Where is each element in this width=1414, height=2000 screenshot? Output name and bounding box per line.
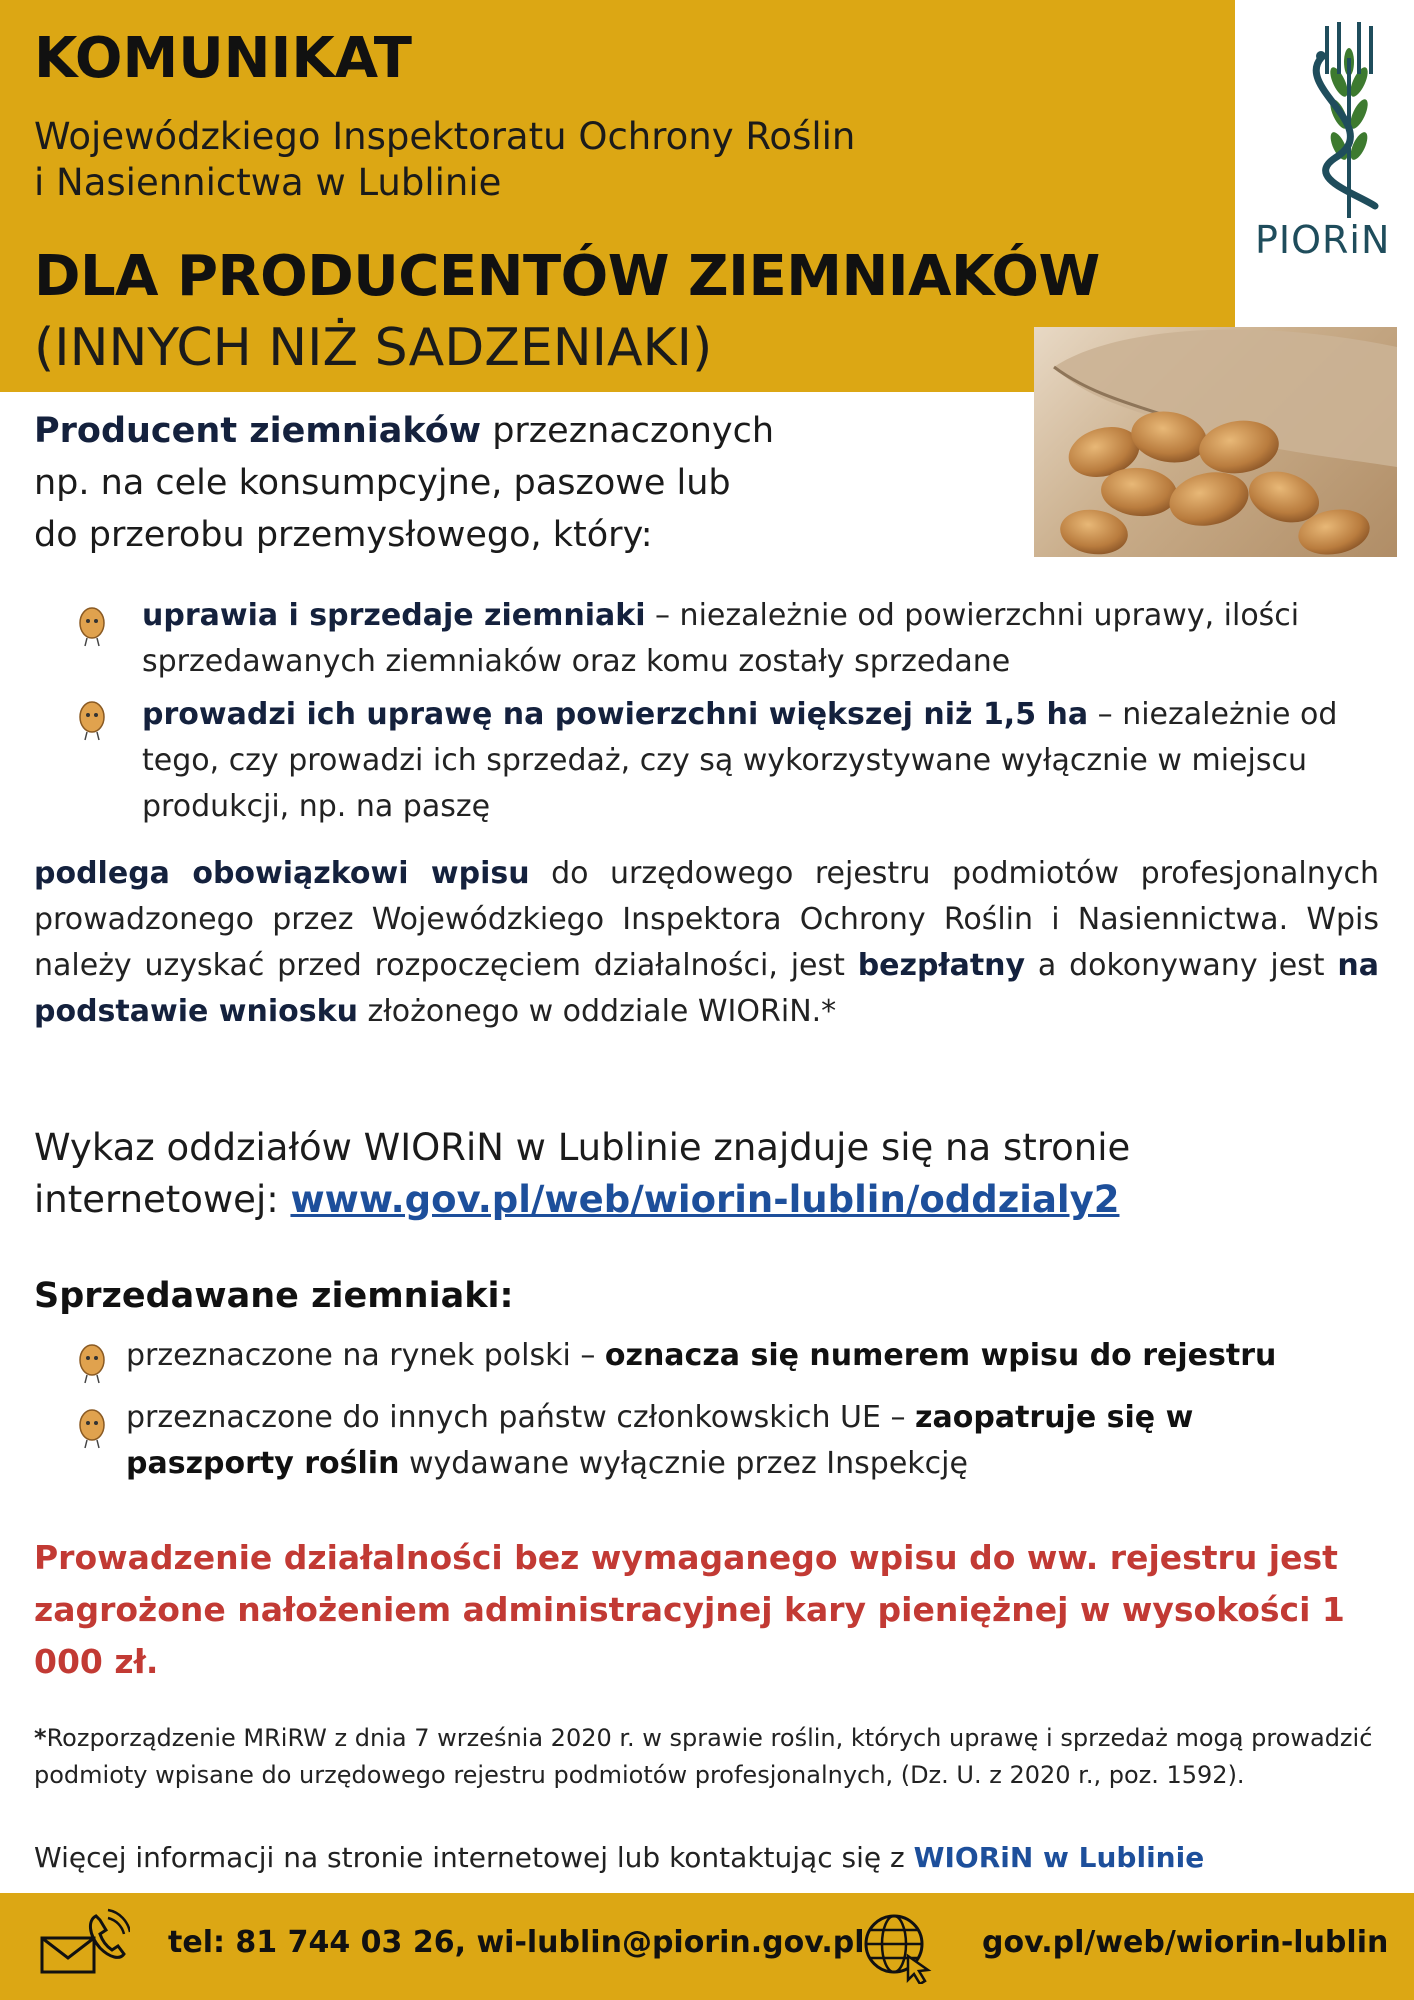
more-info-text: Więcej informacji na stronie internetowej lub kontaktując się z — [34, 1841, 914, 1874]
obligation-bold-1: podlega obowiązkowi wpisu — [34, 856, 530, 891]
branches-text: Wykaz oddziałów WIORiN w Lublinie znajduje się na stronie internetowej: — [34, 1126, 1131, 1221]
sold-item-1-bold: oznacza się numerem wpisu do rejestru — [604, 1338, 1277, 1373]
sold-title: Sprzedawane ziemniaki: — [34, 1276, 514, 1316]
sold-item-1-text: przeznaczone na rynek polski – — [126, 1338, 605, 1373]
issuer-name — [34, 114, 1034, 206]
intro-line-2: np. na cele konsumpcyjne, paszowe lub — [34, 463, 731, 503]
obligation-text-2: a dokonywany jest — [1025, 948, 1338, 983]
obligation-bold-2: bezpłatny — [857, 948, 1026, 983]
audience-heading: DLA PRODUCENTÓW ZIEMNIAKÓW — [34, 244, 1100, 309]
intro-text — [34, 405, 854, 561]
potato-bullet-icon — [76, 700, 108, 742]
condition-1-bold: uprawia i sprzedaje ziemniaki — [142, 598, 646, 633]
contact-info[interactable]: tel: 81 744 03 26, wi-lublin@piorin.gov.pl — [168, 1925, 865, 1960]
condition-1-rest: – niezależnie od powierzchni uprawy, ilości sprzedawanych ziemniaków oraz komu zostały sprzedane — [142, 598, 1300, 679]
branches-info — [34, 1122, 1379, 1226]
phone-mail-icon — [38, 1908, 130, 1980]
page-title: KOMUNIKAT — [34, 26, 412, 91]
issuer-line-1: Wojewódzkiego Inspektoratu Ochrony Roślin — [34, 115, 856, 158]
piorin-logo — [1235, 0, 1414, 320]
wheat-snake-icon — [1235, 18, 1414, 228]
more-info — [34, 1838, 1394, 1878]
intro-bold: Producent ziemniaków — [34, 411, 482, 451]
potato-bullet-icon — [76, 606, 108, 648]
audience-subheading: (INNYCH NIŻ SADZENIAKI) — [34, 318, 713, 378]
footnote-text: Rozporządzenie MRiRW z dnia 7 września 2020 r. w sprawie roślin, których uprawę i sprzedaż mogą prowadzić podmioty wpisane do urzędowego rejestru podmiotów profesjonalnych, (Dz. U. z 2020 r., poz. 1592). — [34, 1724, 1373, 1789]
intro-line-1-rest: przeznaczonych — [481, 411, 775, 451]
more-info-link[interactable]: WIORiN w Lublinie — [913, 1841, 1205, 1874]
obligation-text-3: złożonego w oddziale WIORiN.* — [357, 994, 837, 1029]
sold-item-2-text: przeznaczone do innych państw członkowskich UE – — [126, 1400, 916, 1435]
footnote-star: * — [34, 1724, 47, 1752]
potato-bullet-icon — [76, 1343, 108, 1385]
globe-cursor-icon — [862, 1912, 936, 1984]
potatoes-photo — [1034, 327, 1397, 557]
condition-1 — [142, 593, 1382, 685]
website-link[interactable]: gov.pl/web/wiorin-lublin — [982, 1925, 1389, 1960]
condition-2-rest: – niezależnie od tego, czy prowadzi ich sprzedaż, czy są wykorzystywane wyłącznie w miejscu produkcji, np. na paszę — [142, 697, 1338, 824]
condition-2 — [142, 692, 1382, 830]
condition-2-bold: prowadzi ich uprawę na powierzchni większej niż 1,5 ha — [142, 697, 1089, 732]
intro-line-1 — [34, 405, 854, 457]
potato-bullet-icon — [76, 1408, 108, 1450]
issuer-line-2: i Nasiennictwa w Lublinie — [34, 161, 502, 204]
obligation-paragraph — [34, 851, 1379, 1035]
sold-item-2-tail: wydawane wyłącznie przez Inspekcję — [399, 1446, 968, 1481]
intro-line-3: do przerobu przemysłowego, który: — [34, 515, 653, 555]
branches-link[interactable]: www.gov.pl/web/wiorin-lublin/oddzialy2 — [290, 1178, 1120, 1221]
obligation-bold-3: na podstawie wniosku — [34, 948, 1379, 1029]
footnote — [34, 1720, 1394, 1794]
obligation-text-1: do urzędowego rejestru podmiotów profesjonalnych prowadzonego przez Wojewódzkiego Inspektora Ochrony Roślin i Nasiennictwa. Wpis należy uzyskać przed rozpoczęciem działalności, jest — [34, 856, 1379, 983]
logo-text: PIORiN — [1255, 218, 1391, 262]
penalty-warning: Prowadzenie działalności bez wymaganego wpisu do ww. rejestru jest zagrożone nałożeniem administracyjnej kary pieniężnej w wysokości 1 000 zł. — [34, 1538, 1345, 1681]
sold-item-1 — [126, 1333, 1376, 1379]
sold-item-2-bold: zaopatruje się w paszporty roślin — [126, 1400, 1194, 1481]
sold-item-2 — [126, 1395, 1286, 1487]
